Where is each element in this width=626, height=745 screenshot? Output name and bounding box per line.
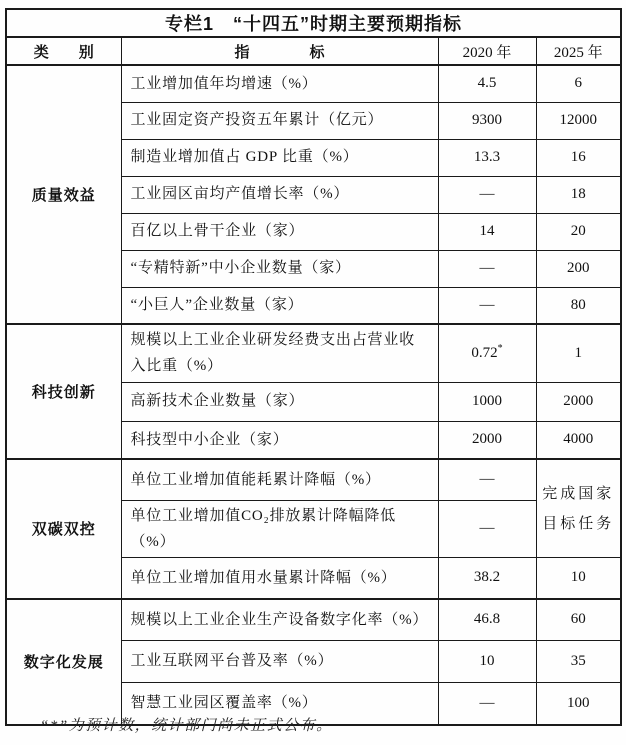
indicator-cell: 工业互联网平台普及率（%） xyxy=(121,641,438,683)
header-2020: 2020 年 xyxy=(438,37,536,65)
indicator-cell: “专精特新”中小企业数量（家） xyxy=(121,250,438,287)
category-digital-development: 数字化发展 xyxy=(6,599,121,725)
indicator-cell: “小巨人”企业数量（家） xyxy=(121,287,438,324)
value-2020-cell: 14 xyxy=(438,213,536,250)
indicator-cell: 规模以上工业企业生产设备数字化率（%） xyxy=(121,599,438,641)
table-row xyxy=(6,65,621,102)
indicator-cell: 单位工业增加值CO₂排放累计降幅降低（%） xyxy=(121,500,438,558)
merged-2025-national-target: 完成国家目标任务 xyxy=(536,459,621,558)
value-2020-cell: — xyxy=(438,176,536,213)
value-2025-cell: 100 xyxy=(536,683,621,725)
value-2025-cell: 20 xyxy=(536,213,621,250)
header-category: 类 别 xyxy=(6,37,121,65)
indicator-cell: 百亿以上骨干企业（家） xyxy=(121,213,438,250)
value-2020-cell: 10 xyxy=(438,641,536,683)
value-2020-cell: — xyxy=(438,250,536,287)
value-2020-cell: 38.2 xyxy=(438,558,536,599)
value-2020-cell: 9300 xyxy=(438,102,536,139)
value-2020-cell: 1000 xyxy=(438,382,536,421)
category-quality-efficiency: 质量效益 xyxy=(6,65,121,324)
value-2020-cell: 2000 xyxy=(438,421,536,459)
value-2020-cell: 4.5 xyxy=(438,65,536,102)
value-2025-cell: 18 xyxy=(536,176,621,213)
value-2020-cell: — xyxy=(438,459,536,500)
value-2025-cell: 60 xyxy=(536,599,621,641)
header-indicator: 指 标 xyxy=(121,37,438,65)
value-2025-cell: 200 xyxy=(536,250,621,287)
value-2020: 0.72 xyxy=(471,344,498,361)
estimate-asterisk: * xyxy=(497,342,503,354)
indicator-cell: 工业固定资产投资五年累计（亿元） xyxy=(121,102,438,139)
header-2025: 2025 年 xyxy=(536,37,621,65)
table-title-row xyxy=(6,9,621,37)
value-2025-cell: 35 xyxy=(536,641,621,683)
value-2025-cell: 10 xyxy=(536,558,621,599)
value-2020-cell: 13.3 xyxy=(438,139,536,176)
table-row xyxy=(6,459,621,500)
indicator-cell: 科技型中小企业（家） xyxy=(121,421,438,459)
value-2020-cell: — xyxy=(438,500,536,558)
value-2025-cell: 12000 xyxy=(536,102,621,139)
indicator-cell: 规模以上工业企业研发经费支出占营业收入比重（%） xyxy=(121,324,438,382)
value-2025-cell: 16 xyxy=(536,139,621,176)
value-2020-cell: — xyxy=(438,683,536,725)
value-2025-cell: 1 xyxy=(536,324,621,382)
category-tech-innovation: 科技创新 xyxy=(6,324,121,459)
table-header-row xyxy=(6,37,621,65)
value-2020-cell: — xyxy=(438,287,536,324)
indicator-cell: 智慧工业园区覆盖率（%） xyxy=(121,683,438,725)
value-2020-cell: 46.8 xyxy=(438,599,536,641)
value-2025-cell: 6 xyxy=(536,65,621,102)
table-row xyxy=(6,324,621,382)
value-2025-cell: 4000 xyxy=(536,421,621,459)
table-row xyxy=(6,599,621,641)
value-2025-cell: 2000 xyxy=(536,382,621,421)
indicator-table xyxy=(5,8,622,726)
value-2025-cell: 80 xyxy=(536,287,621,324)
category-dual-carbon-control: 双碳双控 xyxy=(6,459,121,599)
indicator-cell: 工业增加值年均增速（%） xyxy=(121,65,438,102)
indicator-cell: 工业园区亩均产值增长率（%） xyxy=(121,176,438,213)
indicator-cell: 制造业增加值占 GDP 比重（%） xyxy=(121,139,438,176)
indicator-cell: 单位工业增加值能耗累计降幅（%） xyxy=(121,459,438,500)
footnote: “*”为预计数，统计部门尚未正式公布。 xyxy=(40,718,333,734)
indicator-cell: 高新技术企业数量（家） xyxy=(121,382,438,421)
table-title: 专栏1 “十四五”时期主要预期指标 xyxy=(6,9,621,37)
indicator-cell: 单位工业增加值用水量累计降幅（%） xyxy=(121,558,438,599)
value-2020-cell xyxy=(438,324,536,382)
